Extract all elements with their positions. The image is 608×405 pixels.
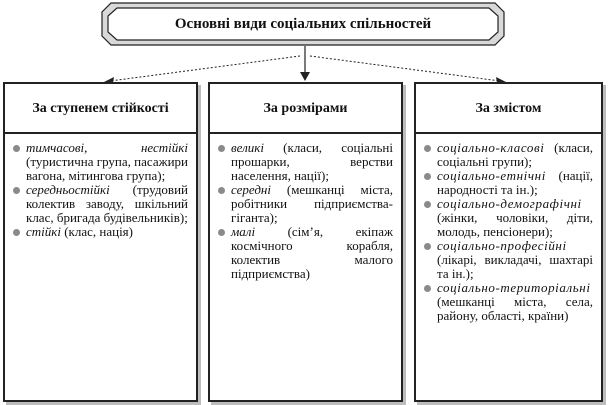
column-size [208, 82, 403, 402]
list-item [216, 141, 393, 183]
arrow-center [300, 72, 310, 81]
bullet-icon [424, 145, 431, 152]
list-item [422, 281, 593, 323]
bullet-icon [424, 243, 431, 250]
title-box [101, 2, 505, 46]
bullet-icon [218, 229, 225, 236]
item-description: (туристична група, пасажири вагона, мітингова група); [26, 154, 188, 183]
bullet-icon [218, 145, 225, 152]
item-description: (лікарі, викладачі, шахтарі та ін.); [437, 252, 593, 281]
item-term: великі [231, 140, 264, 155]
item-description: (клас, нація) [60, 224, 133, 239]
column-heading: За розмірами [210, 84, 401, 134]
bullet-icon [13, 229, 20, 236]
bullet-icon [424, 173, 431, 180]
item-term: малі [231, 224, 256, 239]
list-item [422, 197, 593, 239]
item-description: (класи, соціальні групи); [437, 140, 593, 169]
list-item [422, 239, 593, 281]
bullet-icon [424, 201, 431, 208]
item-term: соціально-класові [437, 140, 545, 155]
list-item [11, 225, 188, 239]
column-heading: За ступенем стійкості [5, 84, 196, 134]
column-stability [3, 82, 198, 402]
item-term: середні [231, 182, 271, 197]
column-heading: За змістом [416, 84, 601, 134]
item-description: (трудовий колектив заводу, шкільний клас, бригада будівельників); [26, 182, 188, 225]
diagram-title: Основні види соціальних спільностей [174, 15, 432, 32]
list-item [11, 141, 188, 183]
list-item [422, 169, 593, 197]
column-content [414, 82, 603, 402]
item-list [5, 134, 196, 239]
item-description: (нації, народності та ін.); [437, 168, 593, 197]
item-term: тимчасові, нестійкі [26, 140, 188, 155]
bullet-icon [424, 285, 431, 292]
item-description: (класи, соціальні прошарки, верстви населення, нації); [231, 140, 393, 183]
list-item [216, 183, 393, 225]
bullet-icon [13, 145, 20, 152]
item-term: соціально-етнічні [437, 168, 546, 183]
item-term: стійкі [26, 224, 61, 239]
bullet-icon [13, 187, 20, 194]
list-item [216, 225, 393, 281]
item-term: середньостійкі [26, 182, 110, 197]
list-item [422, 141, 593, 169]
connector-right [310, 56, 500, 81]
item-term: соціально-професійні [437, 238, 567, 253]
item-description: (жінки, чоловіки, діти, молодь, пенсіонери); [437, 210, 593, 239]
item-term: соціально-демографічні [437, 196, 582, 211]
list-item [11, 183, 188, 225]
item-list [210, 134, 401, 281]
connector-left [110, 56, 300, 81]
item-description: (мешканці міста, села, району, області, країни) [437, 294, 593, 323]
bullet-icon [218, 187, 225, 194]
item-description: (сім’я, екіпаж космічного корабля, колектив малого підприємства) [231, 224, 393, 281]
item-list [416, 134, 601, 323]
item-description: (мешканці міста, робітники підприємства-гіганта); [231, 182, 393, 225]
item-term: соціально-територіальні [437, 280, 591, 295]
